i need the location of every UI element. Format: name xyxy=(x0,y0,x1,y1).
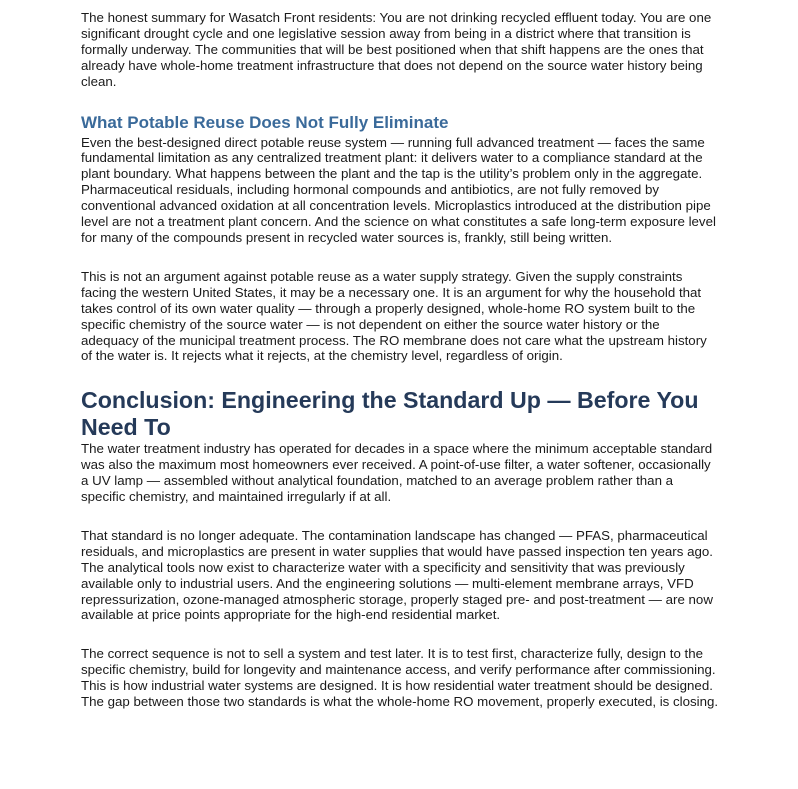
intro-paragraph: The honest summary for Wasatch Front residents: You are not drinking recycled effluent today. You are one significant drought cycle and one legislative session away from being in a district where that transition is formally underway. The communities that will be best positioned when that shift happens are the ones that already have whole-home treatment infrastructure that does not depend on the source water history being clean. xyxy=(81,10,712,89)
potable-reuse-paragraph-2: This is not an argument against potable reuse as a water supply strategy. Given the supply constraints facing the western United States, it may be a necessary one. It is an argument for why the household that takes control of its own water quality — through a properly designed, whole-home RO system built to the specific chemistry of the source water — is not dependent on either the source water history or the adequacy of the municipal treatment process. The RO membrane does not care what the upstream history of the water is. It rejects what it rejects, at the chemistry level, regardless of origin. xyxy=(81,268,707,364)
conclusion-paragraph-2: That standard is no longer adequate. The contamination landscape has changed — PFAS, pharmaceutical residuals, and microplastics are present in water supplies that would have passed inspection ten years ago. The analytical tools now exist to characterize water with a specificity and sensitivity that was previously available only to industrial users. And the engineering solutions — multi-element membrane arrays, VFD repressurization, ozone-managed atmospheric storage, properly staged pre- and post-treatment — are now available at price points appropriate for the high-end residential market. xyxy=(81,527,713,623)
section-heading-potable-reuse: What Potable Reuse Does Not Fully Eliminate xyxy=(81,112,449,132)
potable-reuse-paragraph-1: Even the best-designed direct potable reuse system — running full advanced treatment — faces the same fundamental limitation as any centralized treatment plant: it delivers water to a compliance standard at the plant boundary. What happens between the plant and the tap is the utility’s problem only in the aggregate. Pharmaceutical residuals, including hormonal compounds and antibiotics, are not fully removed by conventional advanced oxidation at all concentration levels. Microplastics introduced at the distribution pipe level are not a treatment plant concern. And the science on what constitutes a safe long-term exposure level for many of the compounds present in recycled water sources is, frankly, still being written. xyxy=(81,134,716,245)
article-body xyxy=(81,10,721,710)
conclusion-paragraph-1: The water treatment industry has operated for decades in a space where the minimum acceptable standard was also the maximum most homeowners ever received. A point-of-use filter, a water softener, occasionally a UV lamp — assembled without analytical foundation, matched to an average problem rather than a specific chemistry, and maintained irregularly if at all. xyxy=(81,441,713,505)
section-heading-conclusion: Conclusion: Engineering the Standard Up — Before You Need To xyxy=(81,387,699,441)
conclusion-paragraph-3: The correct sequence is not to sell a system and test later. It is to test first, characterize fully, design to the specific chemistry, build for longevity and maintenance access, and verify performance after commissioning. This is how industrial water systems are designed. It is how residential water treatment should be designed. The gap between those two standards is what the whole-home RO movement, properly executed, is closing. xyxy=(81,646,719,710)
